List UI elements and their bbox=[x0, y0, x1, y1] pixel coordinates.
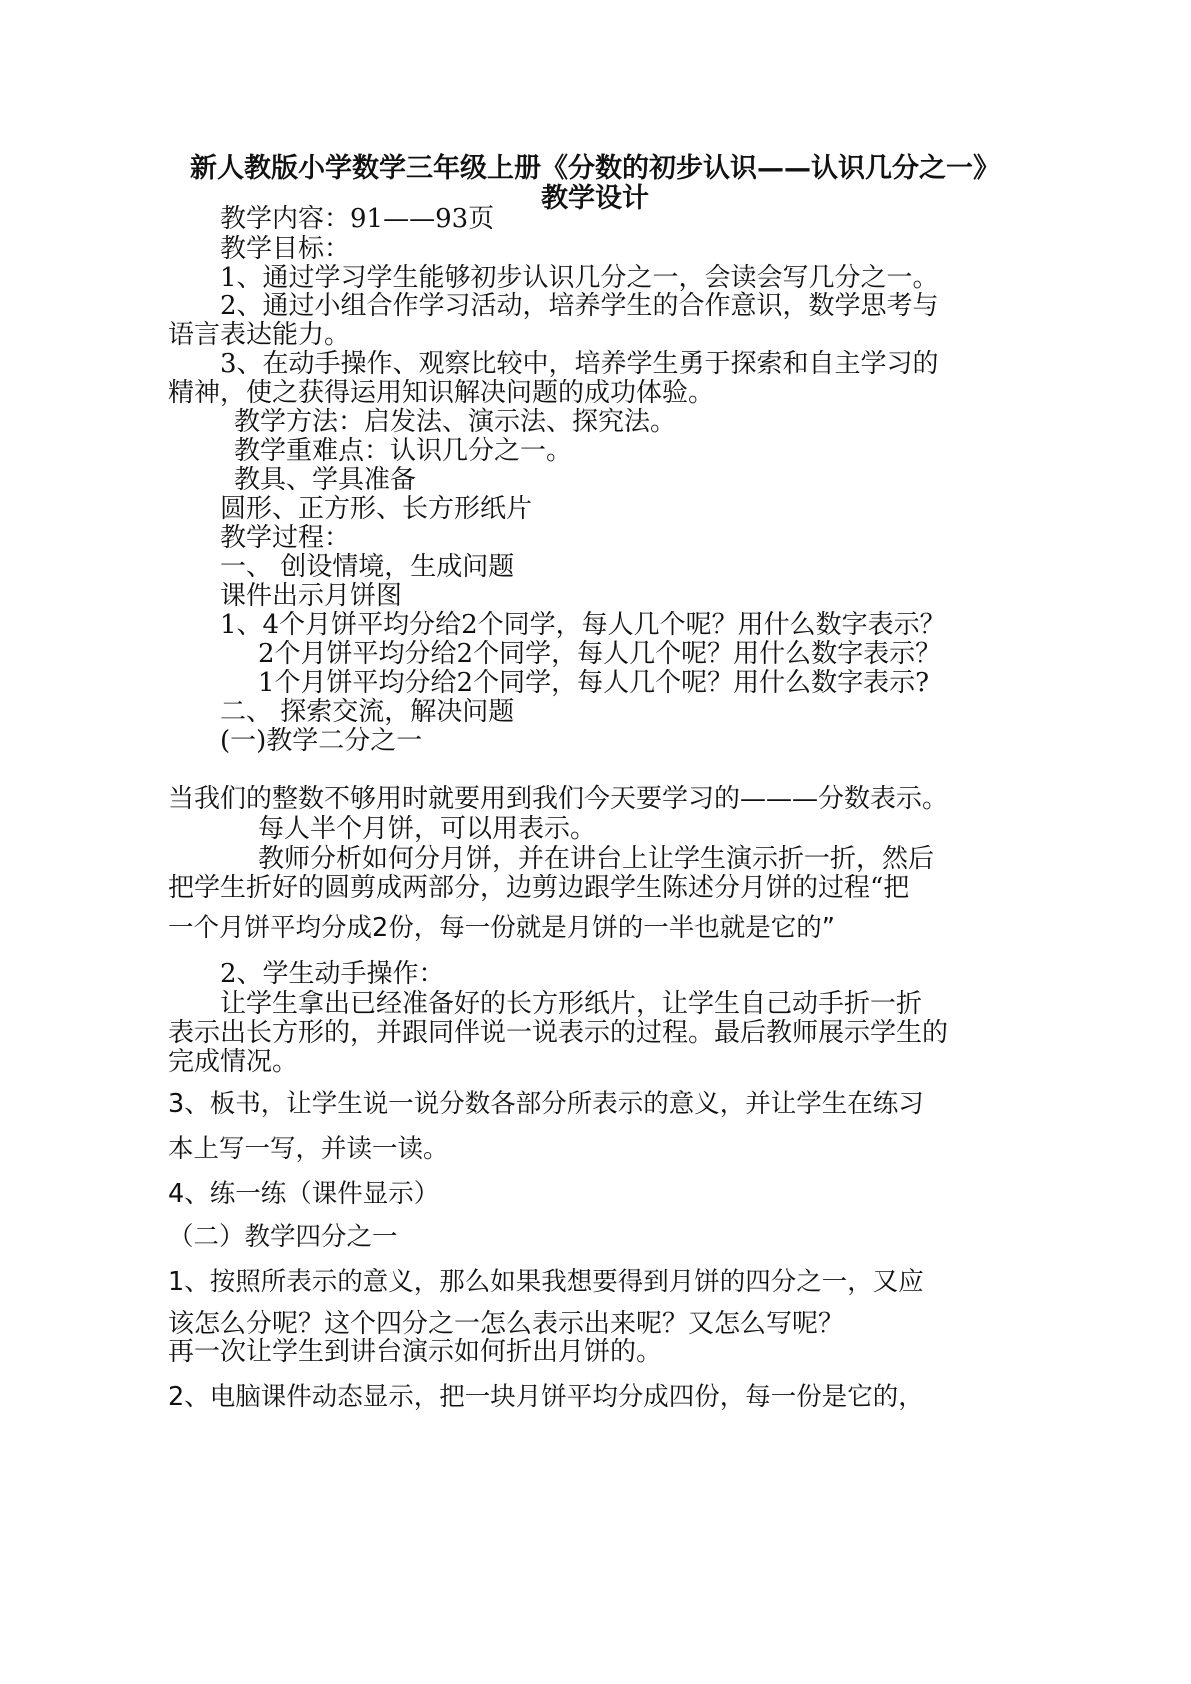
question-1: 1、4个月饼平均分给2个同学，每人几个呢？用什么数字表示？ bbox=[220, 610, 946, 640]
step-3-line-1: 3、板书，让学生说一说分数各部分所表示的意义，并让学生在练习 bbox=[168, 1089, 924, 1119]
quarter-question-line-3: 再一次让学生到讲台演示如何折出月饼的。 bbox=[168, 1337, 663, 1367]
section-1-heading: 一、 创设情境，生成问题 bbox=[220, 552, 515, 582]
objective-2-line-1: 2、通过小组合作学习活动，培养学生的合作意识，数学思考与 bbox=[220, 291, 939, 321]
teaching-methods: 教学方法：启发法、演示法、探究法。 bbox=[234, 407, 677, 437]
question-3: 1个月饼平均分给2个同学，每人几个呢？用什么数字表示? bbox=[258, 668, 930, 698]
courseware-show: 课件出示月饼图 bbox=[220, 581, 403, 611]
question-2: 2个月饼平均分给2个同学，每人几个呢？用什么数字表示？ bbox=[258, 639, 942, 669]
subsection-2-heading: （二）教学四分之一 bbox=[168, 1222, 398, 1252]
operate-line-3: 完成情况。 bbox=[168, 1047, 299, 1077]
teaching-content: 教学内容：91——93页 bbox=[220, 204, 495, 234]
document-title-line-1: 新人教版小学数学三年级上册《分数的初步认识——认识几分之一》 bbox=[190, 153, 1000, 184]
half-cake-text: 每人半个月饼，可以用表示。 bbox=[258, 814, 597, 844]
objective-3-line-2: 精神，使之获得运用知识解决问题的成功体验。 bbox=[168, 378, 715, 408]
subsection-1-heading: (一)教学二分之一 bbox=[220, 726, 423, 756]
process-heading: 教学过程： bbox=[220, 523, 351, 553]
quarter-question-line-1: 1、按照所表示的意义，那么如果我想要得到月饼的四分之一，又应 bbox=[168, 1267, 924, 1297]
step-4: 4、练一练（课件显示） bbox=[168, 1179, 440, 1209]
teacher-analysis-line-1: 教师分析如何分月饼，并在讲台上让学生演示折一折，然后 bbox=[258, 844, 935, 874]
quarter-question-line-2: 该怎么分呢？这个四分之一怎么表示出来呢？又怎么写呢？ bbox=[168, 1309, 845, 1339]
operate-line-2: 表示出长方形的，并跟同伴说一说表示的过程。最后教师展示学生的 bbox=[168, 1018, 949, 1048]
objectives-heading: 教学目标： bbox=[220, 234, 351, 264]
materials: 圆形、正方形、长方形纸片 bbox=[220, 494, 533, 524]
objective-2-line-2: 语言表达能力。 bbox=[168, 320, 351, 350]
teacher-analysis-line-2: 把学生折好的圆剪成两部分，边剪边跟学生陈述分月饼的过程“把 bbox=[168, 873, 910, 903]
key-points: 教学重难点：认识几分之一。 bbox=[234, 436, 573, 466]
step-3-line-2: 本上写一写，并读一读。 bbox=[168, 1134, 449, 1164]
fraction-intro: 当我们的整数不够用时就要用到我们今天要学习的———分数表示。 bbox=[168, 784, 949, 814]
objective-3-line-1: 3、在动手操作、观察比较中，培养学生勇于探索和自主学习的 bbox=[220, 349, 939, 379]
computer-demo-line: 2、电脑课件动态显示，把一块月饼平均分成四份，每一份是它的， bbox=[168, 1382, 924, 1412]
teacher-analysis-line-3: 一个月饼平均分成2份，每一份就是月饼的一半也就是它的” bbox=[168, 913, 835, 943]
objective-1: 1、通过学习学生能够初步认识几分之一，会读会写几分之一。 bbox=[220, 263, 939, 293]
materials-heading: 教具、学具准备 bbox=[234, 465, 417, 495]
document-title-line-2: 教学设计 bbox=[541, 183, 649, 214]
operate-line-1: 让学生拿出已经准备好的长方形纸片，让学生自己动手折一折 bbox=[220, 989, 923, 1019]
step-2-heading: 2、学生动手操作： bbox=[220, 959, 445, 989]
section-2-heading: 二、 探索交流，解决问题 bbox=[220, 697, 515, 727]
